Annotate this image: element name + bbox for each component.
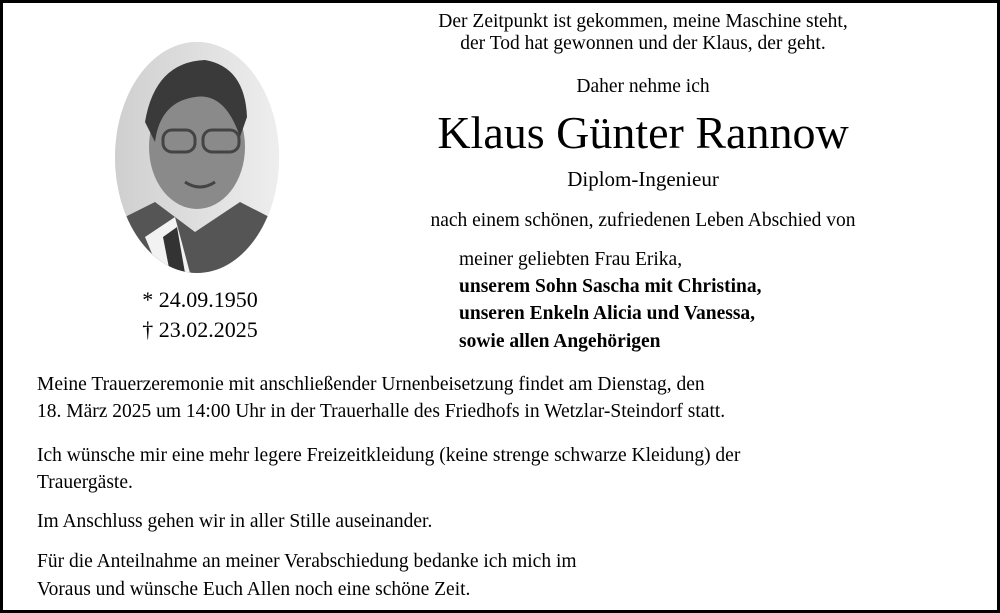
deceased-name: Klaus Günter Rannow xyxy=(437,107,849,158)
professional-title: Diplom-Ingenieur xyxy=(567,167,719,191)
farewell-text: nach einem schönen, zufriedenen Leben Abschied von xyxy=(430,210,856,231)
poem-line: Der Zeitpunkt ist gekommen, meine Maschine steht, xyxy=(438,11,848,32)
ceremony-text: Meine Trauerzeremonie mit anschließender Urnenbeisetzung findet am Dienstag, den xyxy=(37,374,705,395)
family-member: sowie allen Angehörigen xyxy=(459,331,661,352)
birth-date: * 24.09.1950 xyxy=(142,287,258,312)
thanks-text: Voraus und wünsche Euch Allen noch eine schöne Zeit. xyxy=(37,579,471,600)
family-member: unserem Sohn Sascha mit Christina, xyxy=(459,276,762,297)
portrait-photo xyxy=(115,42,279,273)
intro-text: Daher nehme ich xyxy=(576,76,710,97)
dress-code-text: Ich wünsche mir eine mehr legere Freizeitkleidung (keine strenge schwarze Kleidung) der xyxy=(37,445,741,466)
family-member: unseren Enkeln Alicia und Vanessa, xyxy=(459,303,756,324)
ceremony-text: 18. März 2025 um 14:00 Uhr in der Trauerhalle des Friedhofs in Wetzlar-Steindorf statt. xyxy=(37,401,726,422)
portrait-image xyxy=(115,42,279,273)
dress-code-text: Trauergäste. xyxy=(37,472,133,493)
silence-text: Im Anschluss gehen wir in aller Stille auseinander. xyxy=(37,511,433,532)
thanks-text: Für die Anteilnahme an meiner Verabschiedung bedanke ich mich im xyxy=(37,551,577,572)
family-member: meiner geliebten Frau Erika, xyxy=(459,249,683,270)
death-date: † 23.02.2025 xyxy=(142,317,258,342)
poem-line: der Tod hat gewonnen und der Klaus, der geht. xyxy=(460,33,826,54)
